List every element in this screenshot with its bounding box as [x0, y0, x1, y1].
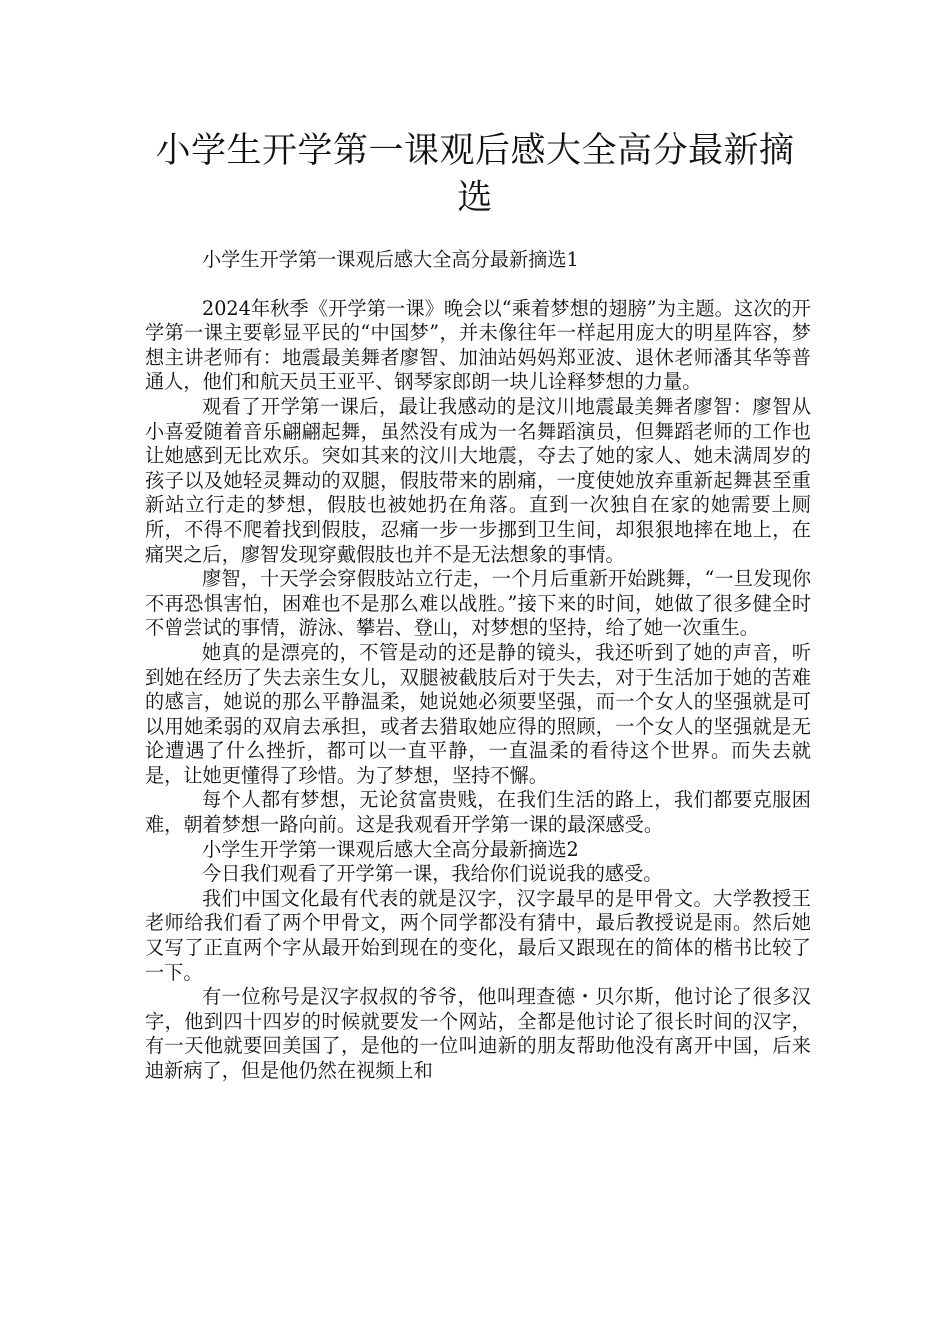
paragraph: 有一位称号是汉字叔叔的爷爷，他叫理查德・贝尔斯，他讨论了很多汉字，他到四十四岁的时候就要发一个网站，全都是他讨论了很长时间的汉字，有一天他就要回美国了，是他的一位叫迪新的朋友帮助他没有离开中国，后来迪新病了，但是他仍然在视频上和 — [145, 985, 811, 1082]
paragraph: 每个人都有梦想，无论贫富贵贱，在我们生活的路上，我们都要克服困难，朝着梦想一路向前。这是我观看开学第一课的最深感受。 — [145, 788, 811, 837]
paragraph: 她真的是漂亮的，不管是动的还是静的镜头，我还听到了她的声音，听到她在经历了失去亲生女儿，双腿被截肢后对于失去，对于生活加于她的苦难的感言，她说的那么平静温柔，她说她必须要坚强，而一个女人的坚强就是可以用她柔弱的双肩去承担，或者去猎取她应得的照顾，一个女人的坚强就是无论遭遇了什么挫折，都可以一直平静，一直温柔的看待这个世界。而失去就是，让她更懂得了珍惜。为了梦想，坚持不懈。 — [145, 640, 811, 787]
paragraph: 廖智，十天学会穿假肢站立行走，一个月后重新开始跳舞，“一旦发现你不再恐惧害怕，困难也不是那么难以战胜。”接下来的时间，她做了很多健全时不曾尝试的事情，游泳、攀岩、登山，对梦想的坚持，给了她一次重生。 — [145, 567, 811, 640]
paragraph: 我们中国文化最有代表的就是汉字，汉字最早的是甲骨文。大学教授王老师给我们看了两个甲骨文，两个同学都没有猜中，最后教授说是雨。然后她又写了正直两个字从最开始到现在的变化，最后又跟现在的简体的楷书比较了一下。 — [145, 886, 811, 984]
paragraph: 2024年秋季《开学第一课》晚会以“乘着梦想的翅膀”为主题。这次的开学第一课主要彰显平民的“中国梦”，并未像往年一样起用庞大的明星阵容，梦想主讲老师有：地震最美舞者廖智、加油站妈妈郑亚波、退休老师潘其华等普通人，他们和航天员王亚平、钢琴家郎朗一块儿诠释梦想的力量。 — [145, 296, 811, 394]
document-body — [145, 248, 811, 1084]
document-title: 小学生开学第一课观后感大全高分最新摘选 — [155, 131, 795, 218]
paragraph: 观看了开学第一课后，最让我感动的是汶川地震最美舞者廖智：廖智从小喜爱随着音乐翩翩起舞，虽然没有成为一名舞蹈演员，但舞蹈老师的工作也让她感到无比欢乐。突如其来的汶川大地震，夺去了她的家人、她未满周岁的孩子以及她轻灵舞动的双腿，假肢带来的剧痛，一度使她放弃重新起舞甚至重新站立行走的梦想，假肢也被她扔在角落。直到一次独自在家的她需要上厕所，不得不爬着找到假肢，忍痛一步一步挪到卫生间，却狠狠地摔在地上，在痛哭之后，廖智发现穿戴假肢也并不是无法想象的事情。 — [145, 394, 811, 566]
section-heading-2: 小学生开学第一课观后感大全高分最新摘选2 — [202, 837, 579, 861]
paragraph: 今日我们观看了开学第一课，我给你们说说我的感受。 — [202, 862, 663, 886]
section-heading-1: 小学生开学第一课观后感大全高分最新摘选1 — [202, 248, 579, 271]
